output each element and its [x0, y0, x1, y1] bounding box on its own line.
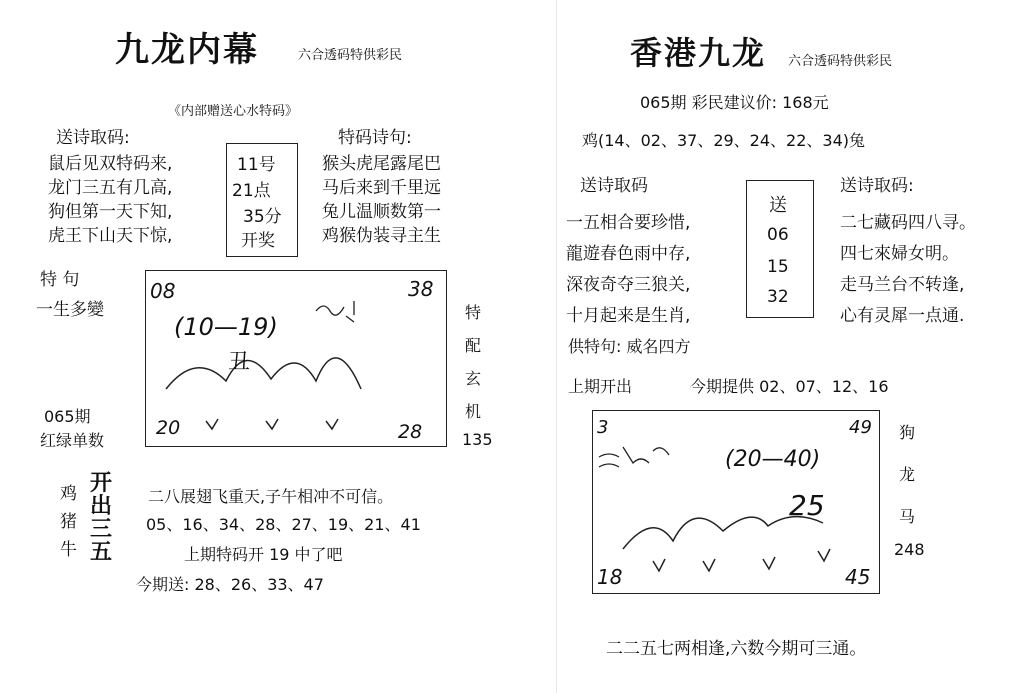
left-side-chars [462, 296, 484, 428]
sketch-bottom-right: 45 [845, 565, 871, 589]
sketch-range: (10—19) [174, 313, 278, 341]
left-line-4: 今期送: 28、26、33、47 [136, 575, 324, 594]
right-sketch-drawing [593, 411, 879, 593]
open-char: 出 [90, 494, 113, 519]
sketch-range: (20—40) [725, 447, 821, 472]
page-divider [556, 0, 557, 693]
poem-line: 四七來婦女明。 [840, 244, 959, 264]
left-sketch-drawing [146, 271, 446, 446]
special-text: 一生多變 [36, 300, 104, 320]
animal-list [60, 480, 77, 564]
right-poem-label: 送诗取码 [580, 176, 648, 196]
open-char: 五 [90, 540, 113, 565]
side-char: 配 [464, 336, 481, 355]
left-sketch-box [145, 270, 447, 447]
offer-line: 今期提供 02、07、12、16 [690, 377, 889, 396]
right-subtitle: 六合透码特供彩民 [788, 54, 893, 69]
chicken-rabbit-line: 鸡(14、02、37、29、24、22、34)兔 [582, 131, 866, 150]
draw-time-line: 21点 [232, 181, 271, 201]
sketch-top-left: 3 [597, 417, 609, 438]
send-box-line: 送 [769, 195, 787, 216]
left-header-line: 《内部赠送心水特码》 [168, 104, 299, 119]
poem-line: 深夜奇夺三狼关, [566, 275, 691, 295]
right-side-number: 248 [894, 540, 925, 559]
right-footer: 二二五七两相逢,六数今期可三通。 [606, 639, 867, 659]
poem-line: 龍遊春色雨中存, [566, 244, 691, 264]
left-poem-label: 送诗取码: [56, 128, 130, 148]
poem-line: 走马兰台不转逢, [840, 275, 965, 295]
right-poem-right-label: 送诗取码: [840, 176, 914, 196]
left-poem-right-label: 特码诗句: [338, 128, 412, 148]
right-poem-right-block [840, 208, 976, 332]
issue-price-line: 065期 彩民建议价: 168元 [640, 93, 829, 112]
poem-line: 十月起来是生肖, [566, 306, 691, 326]
send-numbers-box [746, 180, 814, 318]
draw-time-line: 11号 [237, 155, 276, 175]
right-poem-block [566, 208, 690, 332]
last-open-label: 上期开出 [568, 377, 633, 396]
sketch-top-right: 38 [408, 277, 434, 301]
special-phrase-line: 供特句: 威名四方 [568, 337, 691, 356]
side-char: 特 [464, 303, 481, 322]
poem-line: 猴头虎尾露尾巴 [322, 154, 441, 174]
left-line-1: 二八展翅飞重天,子午相冲不可信。 [148, 487, 394, 506]
left-issue: 065期 [44, 407, 91, 426]
side-char: 马 [898, 507, 915, 526]
animal-char: 牛 [60, 540, 77, 560]
open-char: 开 [90, 471, 113, 496]
poem-line: 鸡猴伪装寻主生 [322, 226, 441, 246]
side-char: 玄 [464, 369, 481, 388]
sketch-number: 25 [789, 489, 825, 522]
poem-line: 兔儿温顺数第一 [322, 202, 441, 222]
sketch-top-left: 08 [150, 279, 176, 303]
animal-char: 猪 [60, 512, 77, 532]
poem-line: 狗但第一天下知, [48, 202, 173, 222]
side-char: 狗 [898, 423, 915, 442]
right-side-chars [896, 412, 918, 538]
poem-line: 一五相合要珍惜, [566, 213, 691, 233]
sketch-mid-char: 丑 [228, 350, 251, 375]
animal-char: 鸡 [60, 484, 77, 504]
send-box-line: 32 [767, 287, 789, 307]
open-char: 三 [90, 517, 113, 542]
special-label: 特 句 [40, 270, 80, 290]
side-char: 机 [464, 402, 481, 421]
sketch-bottom-right: 28 [398, 421, 423, 443]
sketch-bottom-left: 20 [156, 417, 181, 439]
draw-time-line: 开奖 [241, 231, 275, 251]
left-subtitle: 六合透码特供彩民 [298, 48, 403, 63]
red-green-label: 红绿单数 [40, 431, 105, 450]
poem-line: 二七藏码四八寻。 [840, 213, 976, 233]
poem-line: 虎王下山天下惊, [48, 226, 173, 246]
left-poem-block [48, 152, 172, 248]
draw-time-box [226, 143, 298, 257]
side-char: 龙 [898, 465, 915, 484]
right-sketch-box [592, 410, 880, 594]
left-poem-right-block [322, 152, 441, 248]
poem-line: 马后来到千里远 [322, 178, 441, 198]
draw-time-line: 35分 [243, 207, 282, 227]
poem-line: 龙门三五有几高, [48, 178, 173, 198]
send-box-line: 06 [767, 225, 789, 245]
left-line-2: 05、16、34、28、27、19、21、41 [146, 515, 421, 534]
poem-line: 心有灵犀一点通. [840, 306, 965, 326]
right-title: 香港九龙 [630, 34, 767, 72]
send-box-line: 15 [767, 257, 789, 277]
left-title: 九龙内幕 [115, 30, 259, 70]
left-line-3: 上期特码开 19 中了吧 [184, 545, 343, 564]
sketch-bottom-left: 18 [597, 565, 623, 589]
left-side-number: 135 [462, 430, 493, 449]
sketch-top-right: 49 [849, 417, 872, 438]
poem-line: 鼠后见双特码来, [48, 154, 173, 174]
open-chars [90, 472, 112, 564]
